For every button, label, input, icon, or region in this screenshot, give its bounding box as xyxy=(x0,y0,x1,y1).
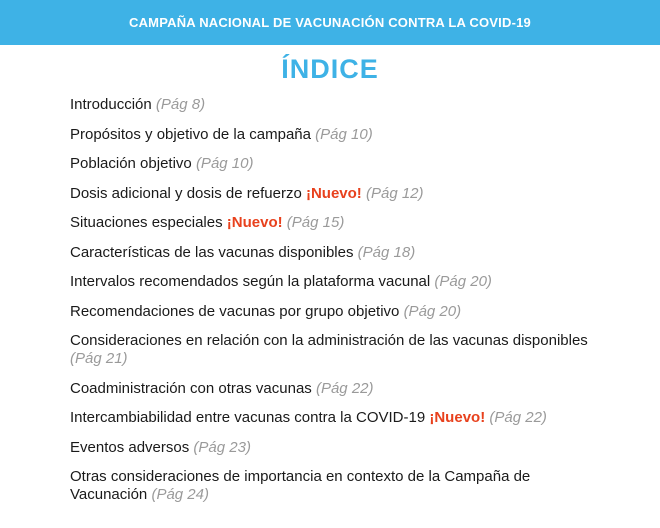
new-badge: ¡Nuevo! xyxy=(305,184,362,202)
toc-item-recomendaciones[interactable] xyxy=(70,303,600,321)
toc-item-text: Características de las vacunas disponibles xyxy=(70,243,354,261)
toc-item-consideraciones[interactable] xyxy=(70,332,600,368)
toc-item-page: (Pág 15) xyxy=(286,214,345,231)
toc-item-page: (Pág 18) xyxy=(357,243,416,261)
toc-item-text: Dosis adicional y dosis de refuerzo xyxy=(70,184,302,202)
page-title: ÍNDICE xyxy=(281,54,379,84)
toc-item-text: Propósitos y objetivo de la campaña xyxy=(70,125,311,143)
toc-item-eventos[interactable] xyxy=(70,439,600,457)
toc-item-text: Consideraciones en relación con la administración de las vacunas disponibles xyxy=(70,332,588,349)
toc-item-poblacion[interactable] xyxy=(70,155,600,173)
toc-item-page: (Pág 23) xyxy=(193,438,251,456)
banner-title: CAMPAÑA NACIONAL DE VACUNACIÓN CONTRA LA COVID-19 xyxy=(129,15,531,30)
toc-item-page: (Pág 22) xyxy=(315,379,374,397)
header-banner xyxy=(0,0,660,45)
toc-item-otras[interactable] xyxy=(70,468,600,504)
toc-item-text: Recomendaciones de vacunas por grupo objetivo xyxy=(70,302,400,320)
toc-item-introduccion[interactable] xyxy=(70,96,600,114)
toc-item-intercambiabilidad[interactable] xyxy=(70,409,600,427)
toc-item-text: Situaciones especiales xyxy=(70,214,223,231)
table-of-contents xyxy=(70,96,600,516)
toc-item-text: Intercambiabilidad entre vacunas contra la COVID-19 xyxy=(70,409,426,426)
toc-item-text: Eventos adversos xyxy=(70,438,190,456)
toc-item-page: (Pág 10) xyxy=(195,155,254,172)
toc-item-text: Población objetivo xyxy=(70,155,192,172)
toc-item-page: (Pág 8) xyxy=(155,96,206,113)
toc-item-page: (Pág 12) xyxy=(365,184,424,202)
toc-item-page: (Pág 20) xyxy=(403,302,462,320)
toc-item-coadministracion[interactable] xyxy=(70,380,600,398)
toc-item-caracteristicas[interactable] xyxy=(70,244,600,262)
toc-item-text: Coadministración con otras vacunas xyxy=(70,379,312,397)
toc-item-text: Introducción xyxy=(70,96,152,113)
toc-item-intervalos[interactable] xyxy=(70,273,600,291)
new-badge: ¡Nuevo! xyxy=(429,409,486,426)
toc-item-page: (Pág 10) xyxy=(315,125,373,143)
toc-item-text: Intervalos recomendados según la plataforma vacunal xyxy=(70,273,431,290)
toc-item-text: Otras consideraciones de importancia en contexto de la Campaña de Vacunación xyxy=(70,468,531,503)
toc-item-situaciones[interactable] xyxy=(70,214,600,232)
toc-item-page: (Pág 22) xyxy=(489,409,547,426)
toc-item-page: (Pág 24) xyxy=(151,486,209,503)
toc-item-dosis[interactable] xyxy=(70,185,600,203)
toc-item-page: (Pág 21) xyxy=(70,350,128,367)
toc-item-page: (Pág 20) xyxy=(434,273,492,290)
new-badge: ¡Nuevo! xyxy=(226,214,283,231)
toc-item-propositos[interactable] xyxy=(70,126,600,144)
